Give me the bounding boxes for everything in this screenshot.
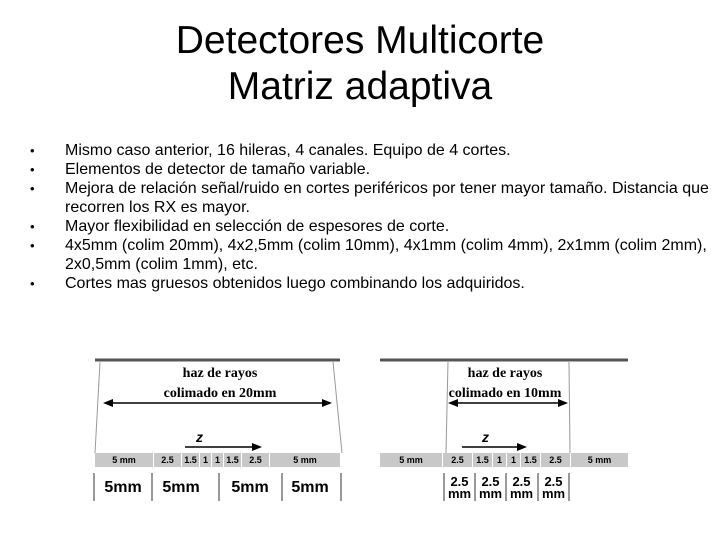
bullet-dot: •: [30, 219, 35, 234]
cut-divider: [151, 473, 153, 501]
left-beam-label-line-2: colimado en 20mm: [163, 386, 277, 401]
bullet-text: Elementos de detector de tamaño variable.: [65, 161, 371, 178]
bullet-item: [30, 274, 710, 293]
bullet-item: [30, 217, 710, 236]
cut-divider: [93, 473, 95, 501]
bullet-dot: •: [30, 238, 35, 253]
cut-divider: [340, 473, 342, 501]
bullet-text: Cortes mas gruesos obtenidos luego combinando los adquiridos.: [65, 275, 525, 292]
right-beam-label-line-2: colimado en 10mm: [448, 386, 562, 401]
left-arrowhead: [322, 399, 332, 407]
bullet-dot: •: [30, 162, 35, 177]
title-line-1: Detectores Multicorte: [175, 19, 545, 62]
right-cut: [508, 476, 535, 500]
bullet-text: Mayor flexibilidad en selección de espesores de corte.: [65, 218, 450, 235]
detector-element: 2.5: [153, 453, 181, 467]
right-cut: [540, 476, 567, 500]
right-detector-strip: [380, 453, 628, 467]
detector-element: 2.5: [442, 453, 472, 467]
left-arrowhead: [103, 399, 113, 407]
cut-divider: [218, 473, 220, 501]
detector-element: 5 mm: [269, 453, 340, 467]
left-cut: 5mm: [104, 479, 142, 496]
detector-element: 1.5: [472, 453, 492, 467]
right-cut: [477, 476, 504, 500]
detector-element: 1.5: [520, 453, 540, 467]
detector-element: 1: [199, 453, 211, 467]
right-z-label: z: [482, 429, 489, 445]
cut-divider: [537, 473, 539, 501]
cut-divider: [505, 473, 507, 501]
right-beam-label-line-1: haz de rayos: [467, 366, 543, 381]
bullet-text: Mejora de relación señal/ruido en cortes periféricos por tener mayor tamaño. Distancia que recorren los RX es mayor.: [65, 180, 709, 216]
detector-element: 1: [506, 453, 520, 467]
left-beam-edge: [95, 362, 100, 453]
detector-element: 2.5: [540, 453, 570, 467]
bullet-item: [30, 236, 710, 274]
right-beam-label: [430, 364, 580, 404]
right-cut-value: 2.5: [481, 474, 500, 489]
bullet-item: [30, 141, 710, 160]
detector-element: 1: [211, 453, 223, 467]
right-cut: [446, 476, 473, 500]
bullet-dot: •: [30, 276, 35, 291]
detector-figure: [0, 340, 720, 540]
bullet-text: Mismo caso anterior, 16 hileras, 4 canales. Equipo de 4 cortes.: [65, 142, 511, 159]
right-cut-value: 2.5: [450, 474, 469, 489]
bullet-item: [30, 179, 710, 217]
detector-element: 5 mm: [112, 455, 136, 465]
right-cut-unit: mm: [478, 486, 503, 501]
right-z-arrowhead: [517, 443, 527, 451]
figure-lines: [0, 340, 720, 540]
right-cut-unit: mm: [509, 486, 534, 501]
title-line-2: Matriz adaptiva: [227, 65, 493, 108]
left-beam-label-line-1: haz de rayos: [182, 366, 258, 381]
bullet-dot: •: [30, 143, 35, 158]
cut-divider: [474, 473, 476, 501]
right-cut-unit: mm: [447, 486, 472, 501]
left-detector-strip: [95, 453, 340, 467]
slide-title: [0, 18, 720, 110]
bullet-text: 4x5mm (colim 20mm), 4x2,5mm (colim 10mm), 4x1mm (colim 4mm), 2x1mm (colim 2mm), 2x0,5mm (colim 1mm), etc.: [65, 237, 707, 273]
left-z-arrowhead: [252, 443, 262, 451]
detector-element: 5 mm: [570, 453, 628, 467]
left-cut: 5mm: [162, 479, 200, 496]
detector-element: 1.5: [223, 453, 241, 467]
left-beam-edge: [333, 362, 342, 453]
cut-divider: [443, 473, 445, 501]
detector-element: 5 mm: [399, 455, 423, 465]
right-cut-value: 2.5: [512, 474, 531, 489]
detector-element: 1: [492, 453, 506, 467]
bullet-dot: •: [30, 181, 35, 196]
right-cut-value: 2.5: [544, 474, 563, 489]
bullet-list: [30, 141, 710, 293]
left-cut: 5mm: [291, 479, 329, 496]
detector-element: 1.5: [181, 453, 199, 467]
left-beam-label: [135, 364, 305, 404]
detector-element: 2.5: [241, 453, 269, 467]
bullet-item: [30, 160, 710, 179]
left-z-label: z: [196, 429, 203, 445]
right-cut-unit: mm: [541, 486, 566, 501]
left-cut: 5mm: [231, 479, 269, 496]
cut-divider: [568, 473, 570, 501]
